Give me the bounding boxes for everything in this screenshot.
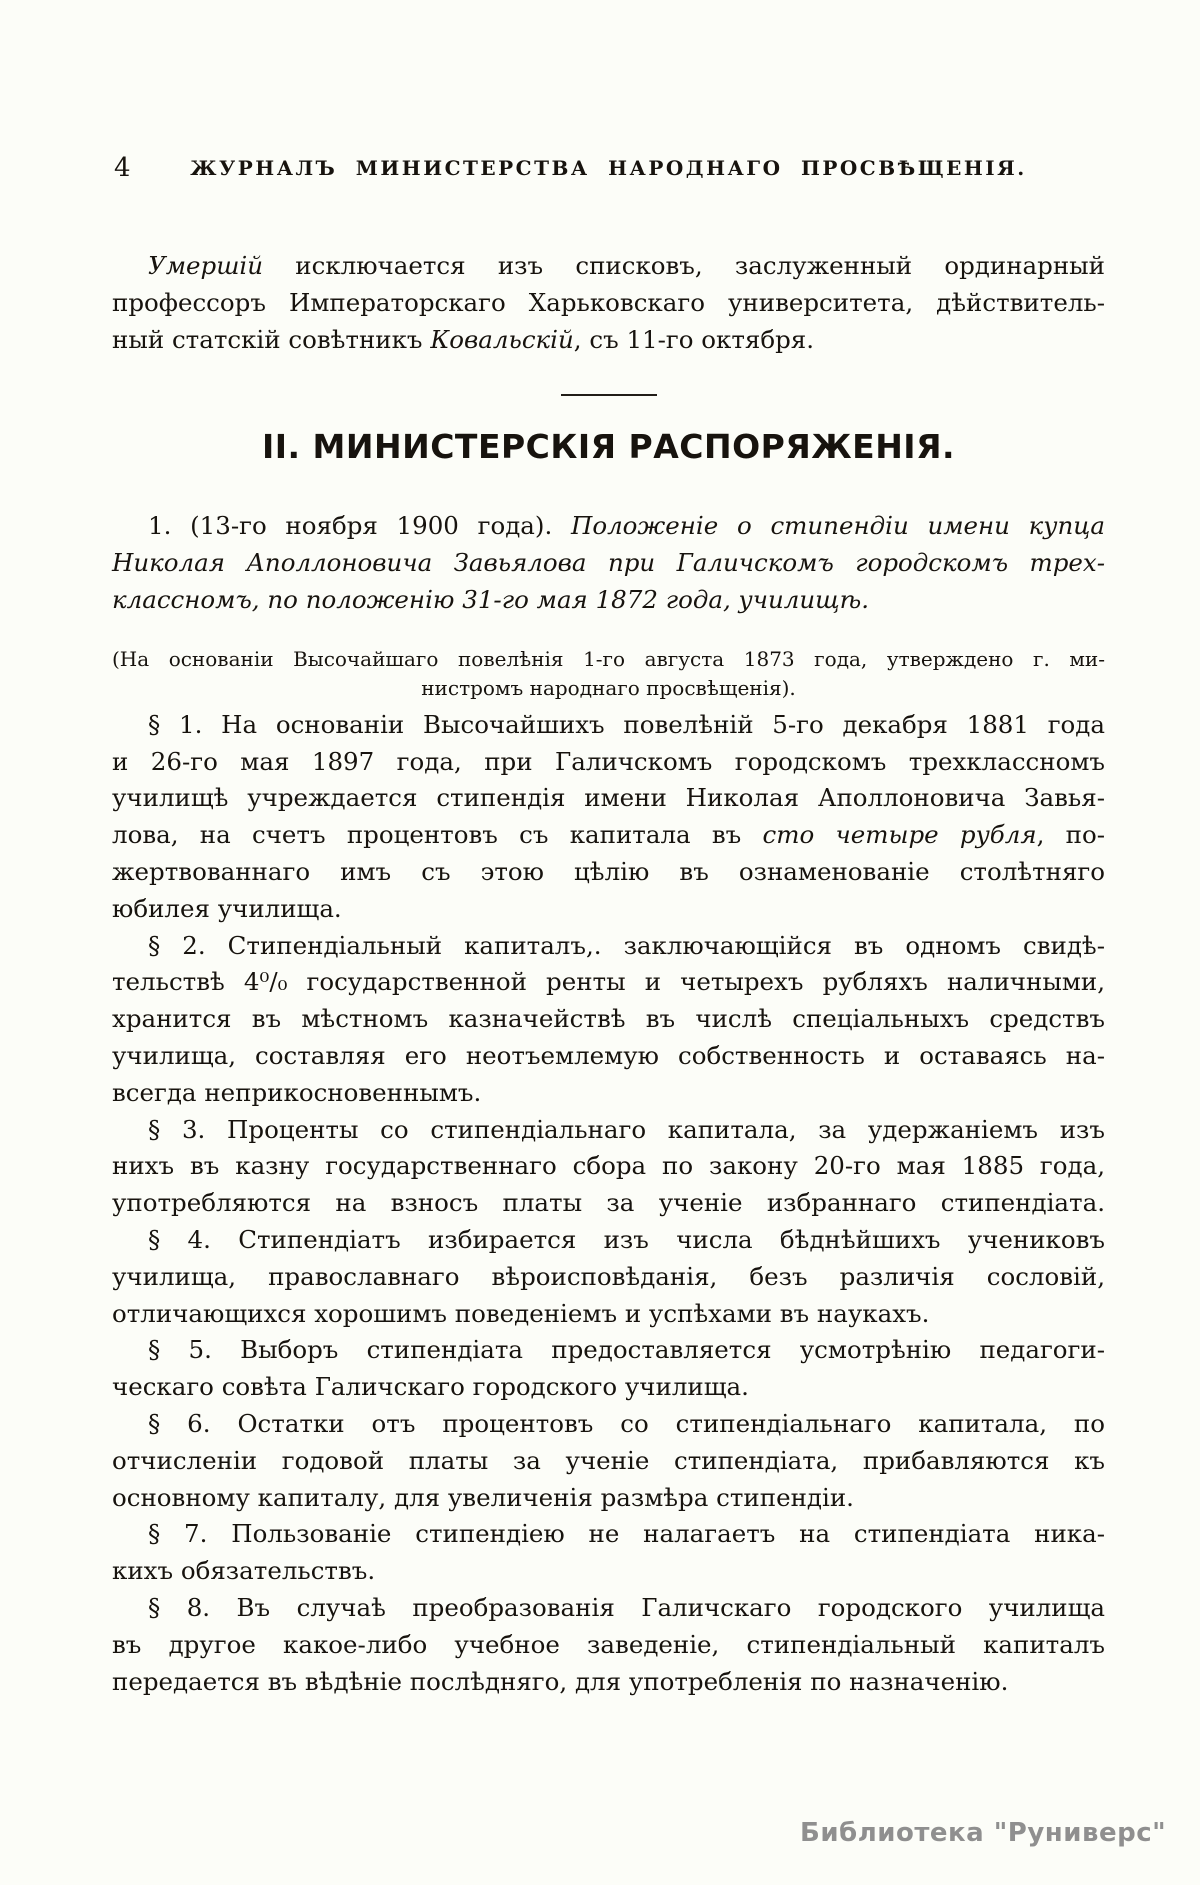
text-segment: Умершій — [148, 251, 264, 280]
text-segment: употребляются на взносъ платы за ученіе избраннаго стипендіата. — [112, 1188, 1105, 1218]
text-segment: § 5. Выборъ стипендіата предоставляется усмотрѣнію педагоги- — [148, 1335, 1105, 1365]
text-segment: нистромъ народнаго просвѣщенія). — [421, 675, 796, 700]
text-line — [112, 1627, 1105, 1664]
text-segment: ческаго совѣта Галичскаго городского училища. — [112, 1372, 749, 1402]
section-7 — [112, 1516, 1105, 1590]
text-segment: Положеніе о стипендіи имени купца — [570, 511, 1105, 541]
text-segment: § 3. Проценты со стипендіальнаго капитала, за удержаніемъ изъ — [148, 1114, 1105, 1144]
text-line — [112, 928, 1105, 965]
section-heading: II. МИНИСТЕРСКІЯ РАСПОРЯЖЕНІЯ. — [261, 427, 956, 467]
section-3 — [112, 1112, 1105, 1222]
text-line — [112, 582, 1105, 619]
text-segment: отличающихся хорошимъ поведеніемъ и успѣхами въ наукахъ. — [112, 1298, 930, 1328]
text-line — [112, 1185, 1105, 1222]
text-segment: училища, составляя его неотъемлемую собственность и оставаясь на- — [112, 1040, 1105, 1070]
text-line — [112, 1075, 1105, 1112]
text-line — [112, 285, 1105, 322]
text-line — [112, 891, 1105, 928]
text-line — [112, 1369, 1105, 1406]
text-line — [112, 1480, 1105, 1517]
decree-title-paragraph — [112, 508, 1105, 618]
text-segment: профессоръ Императорскаго Харьковскаго университета, дѣйствитель- — [112, 287, 1105, 317]
text-line — [112, 1516, 1105, 1553]
text-line — [112, 1112, 1105, 1149]
text-segment: Николая Аполлоновича Завьялова при Галичскомъ городскомъ трех- — [112, 548, 1105, 578]
text-segment: § 7. Пользованіе стипендіею не налагаетъ на стипендіата ника- — [148, 1519, 1105, 1549]
text-line — [112, 780, 1105, 817]
text-segment: жертвованнаго имъ съ этою цѣлію въ ознаменованіе столѣтняго — [112, 856, 1105, 886]
text-segment: въ другое какое-либо учебное заведеніе, стипендіальный капиталъ — [112, 1629, 1105, 1659]
text-line — [112, 1222, 1105, 1259]
text-segment: (На основаніи Высочайшаго повелѣнія 1-го августа 1873 года, утверждено г. ми- — [112, 646, 1105, 671]
page-number: 4 — [114, 153, 131, 183]
running-head — [112, 152, 1105, 184]
text-line — [112, 1332, 1105, 1369]
text-line — [112, 1553, 1105, 1590]
text-line — [112, 854, 1105, 891]
section-4 — [112, 1222, 1105, 1332]
text-segment: тельствѣ 4⁰/₀ государственной ренты и четырехъ рубляхъ наличными, — [112, 967, 1105, 997]
text-segment: , по- — [1036, 820, 1105, 850]
text-segment: § 8. Въ случаѣ преобразованія Галичскаго городского училища — [148, 1592, 1105, 1622]
text-segment: лова, на счетъ процентовъ съ капитала въ — [112, 820, 763, 850]
text-segment: хранится въ мѣстномъ казначействѣ въ числѣ спеціальныхъ средствъ — [112, 1004, 1105, 1034]
section-8 — [112, 1590, 1105, 1700]
text-line — [112, 1443, 1105, 1480]
text-segment: Ковальскій — [430, 324, 574, 354]
text-line — [112, 964, 1105, 1001]
text-segment: кихъ обязательствъ. — [112, 1556, 376, 1586]
text-segment: классномъ, по положенію 31-го мая 1872 года, училищѣ. — [112, 584, 870, 614]
text-segment: § 1. На основаніи Высочайшихъ повелѣній 5-го декабря 1881 года — [148, 709, 1105, 739]
text-line — [112, 248, 1105, 285]
text-segment: § 2. Стипендіальный капиталъ,. заключающійся въ одномъ свидѣ- — [148, 930, 1105, 960]
text-segment: училища, православнаго вѣроисповѣданія, безъ различія сословій, — [112, 1261, 1105, 1291]
text-line — [112, 744, 1105, 781]
library-watermark: Библиотека "Руниверс" — [800, 1818, 1167, 1848]
text-line — [112, 1590, 1105, 1627]
text-segment: § 4. Стипендіатъ избирается изъ числа бѣднѣйшихъ учениковъ — [148, 1224, 1105, 1254]
text-line — [112, 322, 1105, 359]
section-2 — [112, 928, 1105, 1112]
text-segment: училищѣ учреждается стипендія имени Николая Аполлоновича Завья- — [112, 783, 1105, 813]
text-segment: и 26-го мая 1897 года, при Галичскомъ городскомъ трехклассномъ — [112, 746, 1105, 776]
text-line — [112, 1296, 1105, 1333]
section-divider — [561, 394, 657, 396]
text-line — [112, 1664, 1105, 1701]
text-segment: передается въ вѣдѣніе послѣдняго, для употребленія по назначенію. — [112, 1666, 1009, 1696]
text-segment: ный статскій совѣтникъ — [112, 324, 431, 354]
section-5 — [112, 1332, 1105, 1406]
text-line — [112, 1038, 1105, 1075]
basis-note — [112, 645, 1105, 703]
text-segment: отчисленіи годовой платы за ученіе стипендіата, прибавляются къ — [112, 1445, 1105, 1475]
text-segment: 1. (13-го ноября 1900 года). — [148, 511, 571, 541]
text-line — [112, 1406, 1105, 1443]
text-segment: основному капиталу, для увеличенія размѣра стипендіи. — [112, 1482, 854, 1512]
text-segment: § 6. Остатки отъ процентовъ со стипендіальнаго капитала, по — [148, 1408, 1105, 1438]
text-segment: сто четыре рубля — [762, 820, 1037, 850]
text-segment: всегда неприкосновеннымъ. — [112, 1077, 482, 1107]
text-line — [112, 674, 1105, 703]
text-line — [112, 645, 1105, 674]
section-1 — [112, 707, 1105, 928]
text-line — [112, 545, 1105, 582]
text-line — [112, 508, 1105, 545]
text-line — [112, 1001, 1105, 1038]
text-segment: юбилея училища. — [112, 893, 342, 923]
text-column — [112, 140, 1105, 1700]
text-line — [112, 707, 1105, 744]
text-line — [112, 1148, 1105, 1185]
text-segment: нихъ въ казну государственнаго сбора по закону 20-го мая 1885 года, — [112, 1151, 1105, 1181]
journal-running-title: ЖУРНАЛЪ МИНИСТЕРСТВА НАРОДНАГО ПРОСВѢЩЕНІЯ. — [190, 156, 1027, 180]
section-6 — [112, 1406, 1105, 1516]
text-segment: исключается изъ списковъ, заслуженный ординарный — [263, 251, 1105, 280]
text-line — [112, 1259, 1105, 1296]
text-segment: , съ 11-го октября. — [573, 324, 815, 354]
obituary-paragraph — [112, 248, 1105, 358]
text-line — [112, 817, 1105, 854]
